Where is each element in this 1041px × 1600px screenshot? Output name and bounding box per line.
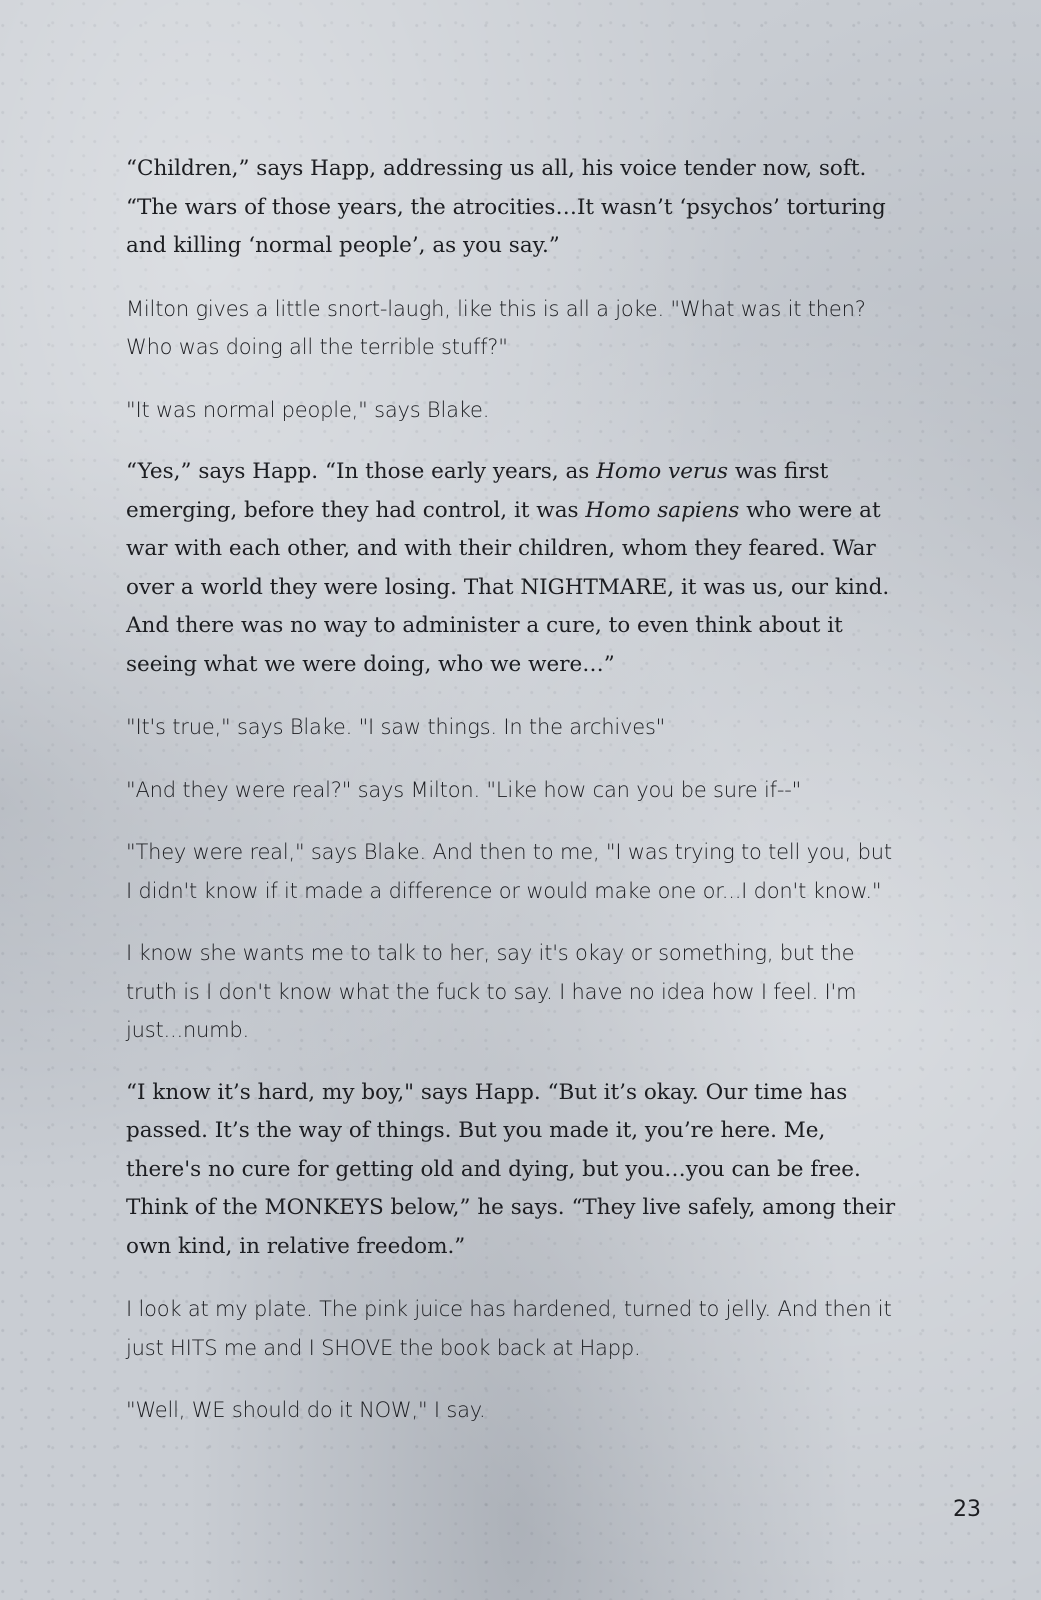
paragraph-text: "It's true," says Blake. "I saw things. In the archives" <box>126 715 666 739</box>
paragraph-blake-normal-people <box>126 391 896 430</box>
page-body <box>126 150 896 1454</box>
paragraph-text: "And they were real?" says Milton. "Like how can you be sure if--" <box>126 777 802 802</box>
paragraph-milton-real <box>126 771 896 810</box>
paragraph-text: was first emerging, before they had control, it was <box>126 459 829 523</box>
paragraph-text: I know she wants me to talk to her, say it's okay or something, but the truth is I don't know what the fuck to say. I have no idea how I feel. I'm just...numb. <box>126 941 857 1042</box>
paragraph-text: who were at war with each other, and with their children, whom they feared. War over a world they were losing. That NIGHTMARE, it was us, our kind. And there was no way to administer a cure, to even think about it seeing what we were doing, who we were…” <box>126 497 890 677</box>
paragraph-text: "It was normal people," says Blake. <box>126 397 490 422</box>
paragraph-text-italic: Homo verus <box>596 459 729 484</box>
paragraph-milton-snort <box>126 290 896 367</box>
paragraph-narrator-plate <box>126 1290 896 1367</box>
paragraph-text: I look at my plate. The pink juice has hardened, turned to jelly. And then it just HITS me and I SHOVE the book back at Happ. <box>126 1297 892 1360</box>
paragraph-happ-children <box>126 150 896 266</box>
paragraph-blake-they-were-real <box>126 833 896 910</box>
paragraph-text: “Yes,” says Happ. “In those early years, as <box>126 459 597 484</box>
paragraph-text: Milton gives a little snort-laugh, like this is all a joke. "What was it then? Who was doing all the terrible stuff?" <box>126 296 866 359</box>
paragraph-happ-my-boy <box>126 1074 896 1267</box>
paragraph-narrator-now <box>126 1391 896 1430</box>
paragraph-text: “Children,” says Happ, addressing us all, his voice tender now, soft. “The wars of those years, the atrocities…It wasn’t ‘psychos’ torturing and killing ‘normal people’, as you say.” <box>126 156 886 258</box>
paragraph-text: "They were real," says Blake. And then to me, "I was trying to tell you, but I didn't know if it made a difference or would make one or...I don't know." <box>126 840 892 903</box>
paragraph-text-italic: Homo sapiens <box>585 497 740 523</box>
paragraph-happ-yes <box>126 453 896 684</box>
paragraph-blake-true <box>126 708 896 747</box>
paragraph-text: “I know it’s hard, my boy," says Happ. “But it’s okay. Our time has passed. It’s the way of things. But you made it, you’re here. Me, there's no cure for getting old and dying, but you…you can be free. Think of the MONKEYS below,” he says. “They live safely, among their own kind, in relative freedom.” <box>126 1079 896 1259</box>
paragraph-narrator-numb <box>126 934 896 1050</box>
paragraph-text: "Well, WE should do it NOW," I say. <box>126 1398 486 1422</box>
page-number: 23 <box>953 1497 981 1522</box>
